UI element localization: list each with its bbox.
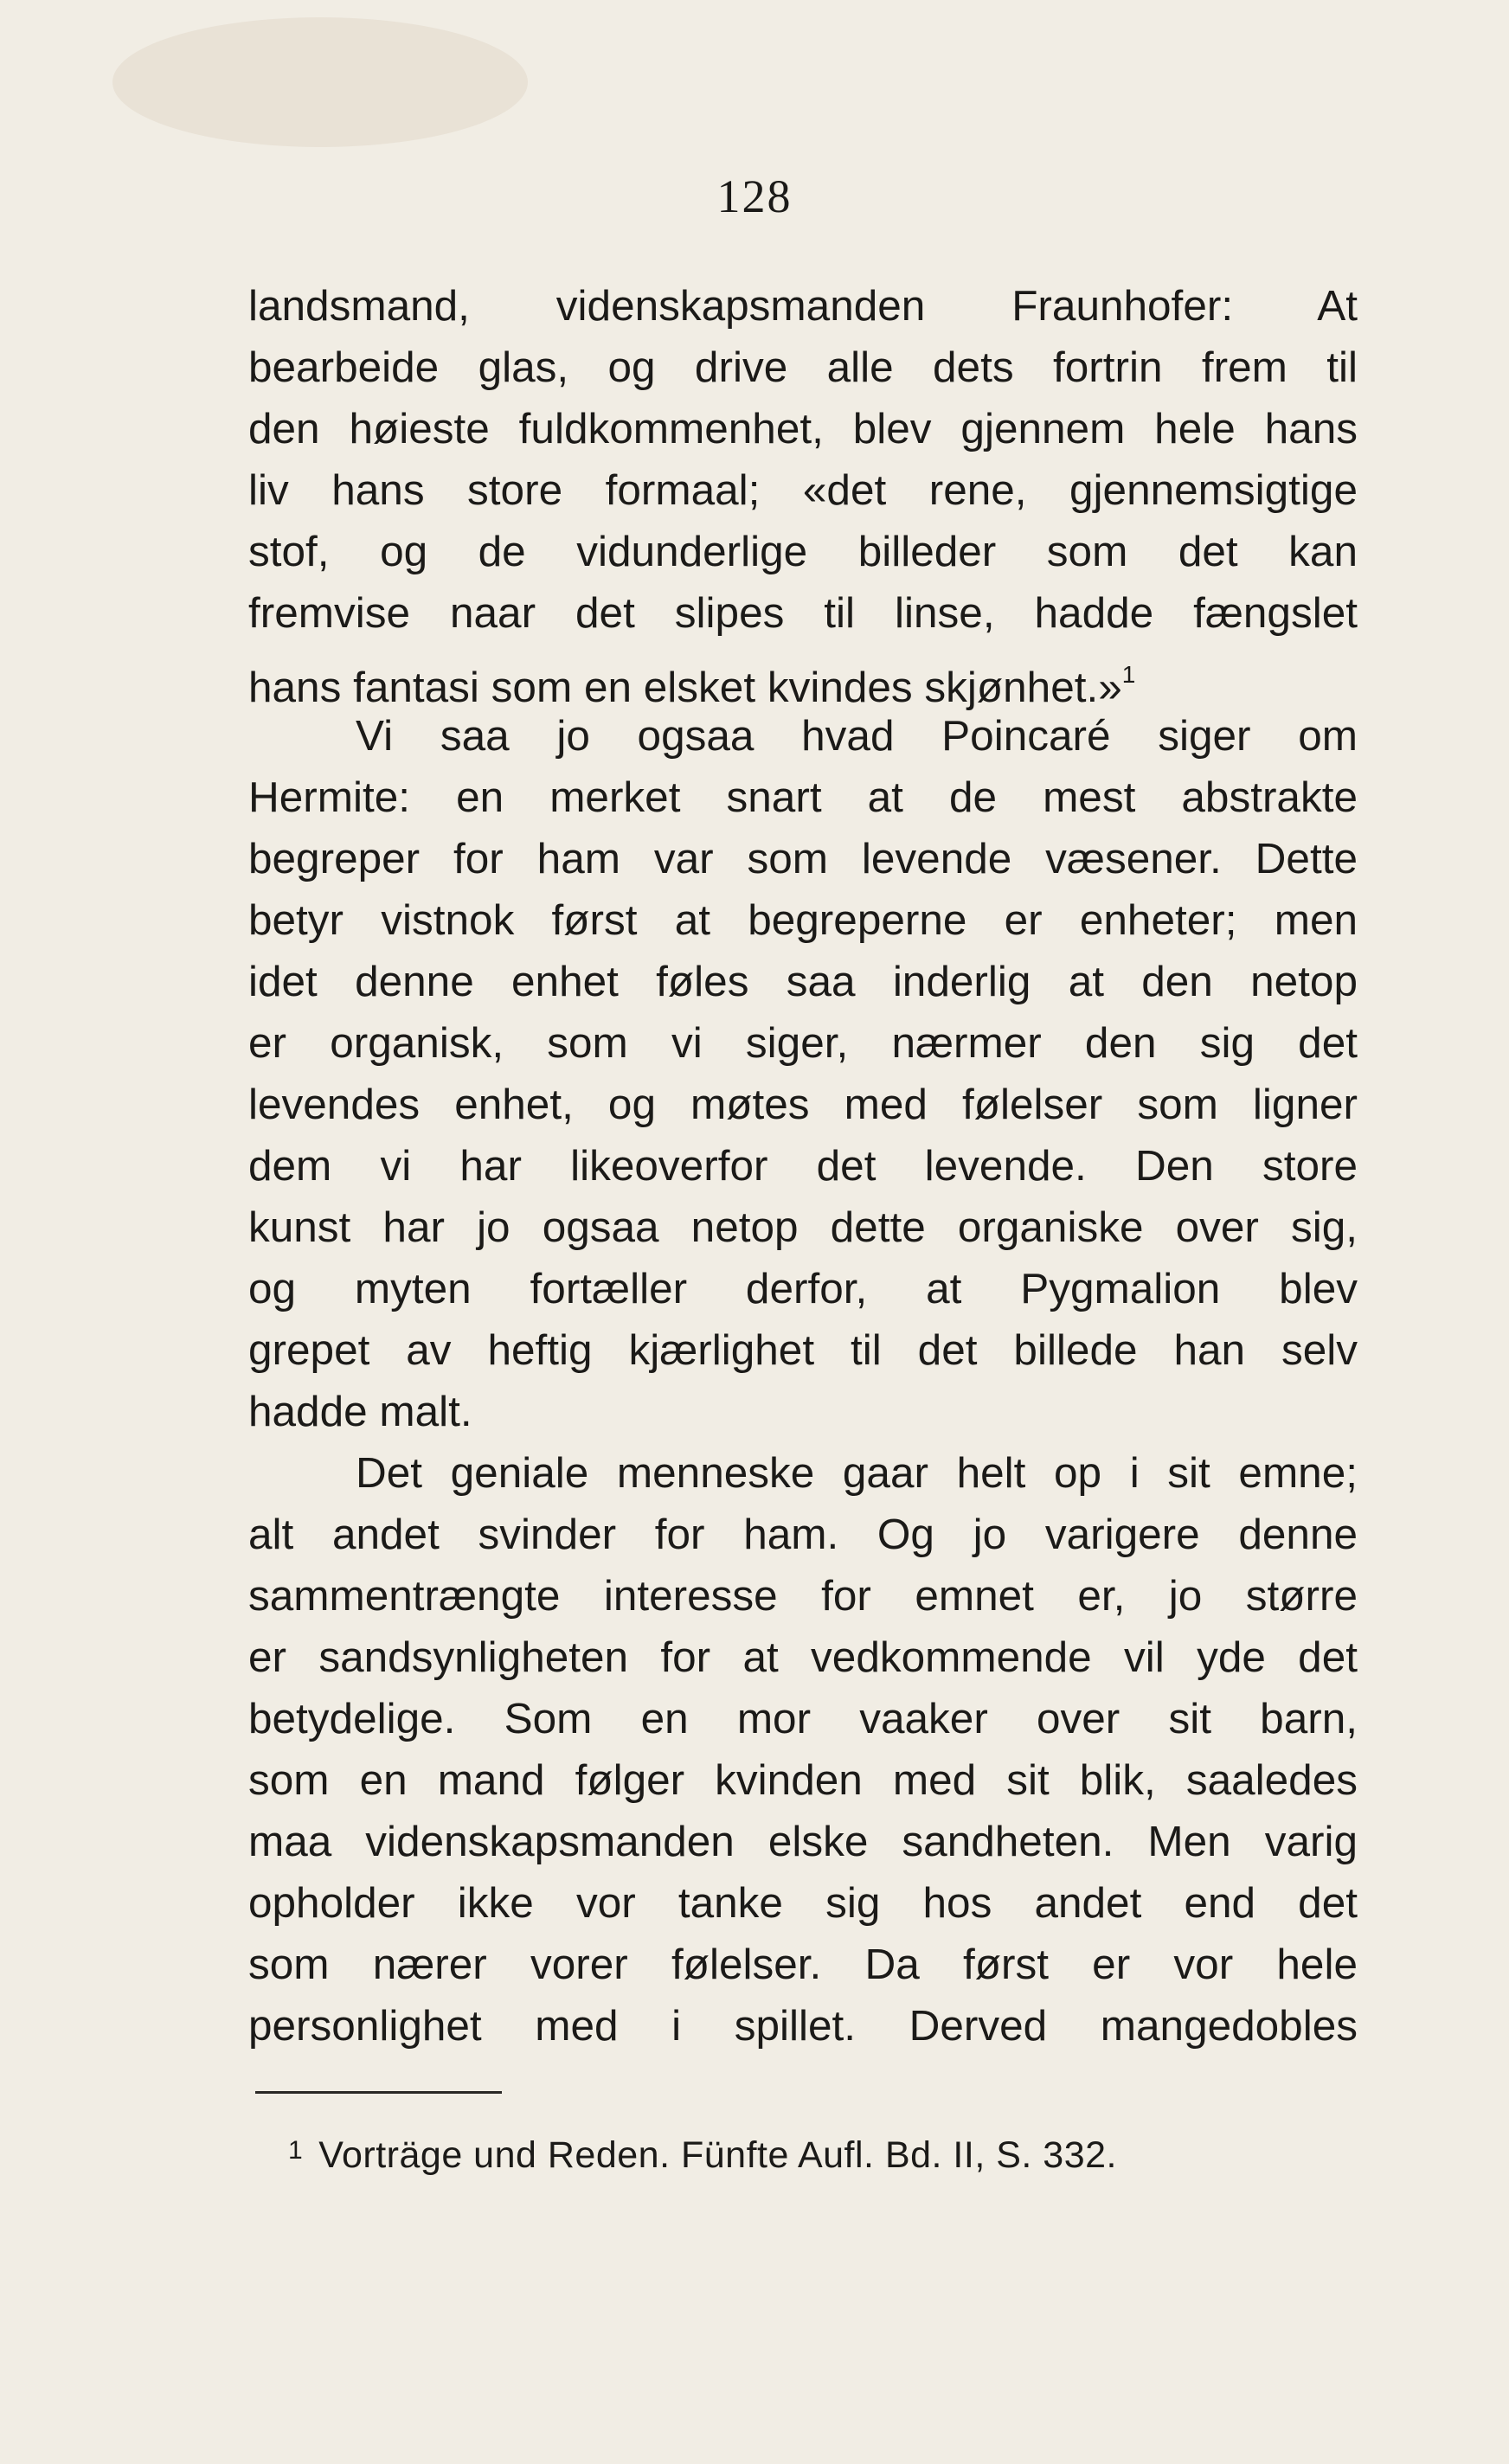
text-line: sammentrængte interesse for emnet er, jo større: [248, 1572, 1358, 1620]
text-line: kunst har jo ogsaa netop dette organiske over sig,: [248, 1203, 1358, 1251]
paper-stain: [112, 17, 528, 147]
text-line: som nærer vorer følelser. Da først er vor hele: [248, 1941, 1358, 1988]
text-line: stof, og de vidunderlige billeder som det kan: [248, 528, 1358, 575]
footnote-reference: 1: [1121, 661, 1136, 688]
text-line: grepet av heftig kjærlighet til det billede han selv: [248, 1326, 1358, 1374]
text-line: den høieste fuldkommenhet, blev gjennem hele hans: [248, 405, 1358, 452]
text-line: betydelige. Som en mor vaaker over sit barn,: [248, 1695, 1358, 1742]
text-line-with-footnote-ref: [248, 644, 1358, 711]
paragraph-start-line: Det geniale menneske gaar helt op i sit emne;: [356, 1449, 1358, 1497]
text-line: er sandsynligheten for at vedkommende vil yde det: [248, 1633, 1358, 1681]
footnote-divider: [255, 2091, 502, 2094]
text-line: hans fantasi som en elsket kvindes skjønhet.»: [248, 664, 1122, 711]
text-line: er organisk, som vi siger, nærmer den sig det: [248, 1019, 1358, 1067]
footnote-text: Vorträge und Reden. Fünfte Aufl. Bd. II, S. 332.: [318, 2134, 1117, 2176]
text-line: som en mand følger kvinden med sit blik, saaledes: [248, 1756, 1358, 1804]
text-line: idet denne enhet føles saa inderlig at den netop: [248, 958, 1358, 1005]
footnote: [288, 2134, 1117, 2177]
text-line: maa videnskapsmanden elske sandheten. Men varig: [248, 1818, 1358, 1865]
body-text: [248, 275, 1358, 2057]
text-line: personlighet med i spillet. Derved mangedobles: [248, 2002, 1358, 2050]
text-line: fremvise naar det slipes til linse, hadde fængslet: [248, 589, 1358, 637]
text-line: liv hans store formaal; «det rene, gjennemsigtige: [248, 466, 1358, 514]
text-line: opholder ikke vor tanke sig hos andet end det: [248, 1879, 1358, 1927]
page-number: 128: [716, 170, 793, 222]
text-line: og myten fortæller derfor, at Pygmalion blev: [248, 1265, 1358, 1312]
paragraph-end-line: hadde malt.: [248, 1388, 472, 1435]
text-line: levendes enhet, og møtes med følelser som ligner: [248, 1081, 1358, 1128]
text-line: bearbeide glas, og drive alle dets fortrin frem til: [248, 343, 1358, 391]
footnote-marker: 1: [288, 2136, 304, 2165]
text-line: begreper for ham var som levende væsener. Dette: [248, 835, 1358, 882]
text-line: landsmand, videnskapsmanden Fraunhofer: At: [248, 282, 1358, 330]
text-line: Hermite: en merket snart at de mest abstrakte: [248, 773, 1358, 821]
text-line: dem vi har likeoverfor det levende. Den store: [248, 1142, 1358, 1190]
text-line: alt andet svinder for ham. Og jo varigere denne: [248, 1511, 1358, 1558]
paragraph-start-line: Vi saa jo ogsaa hvad Poincaré siger om: [356, 712, 1358, 760]
text-line: betyr vistnok først at begreperne er enheter; men: [248, 896, 1358, 944]
